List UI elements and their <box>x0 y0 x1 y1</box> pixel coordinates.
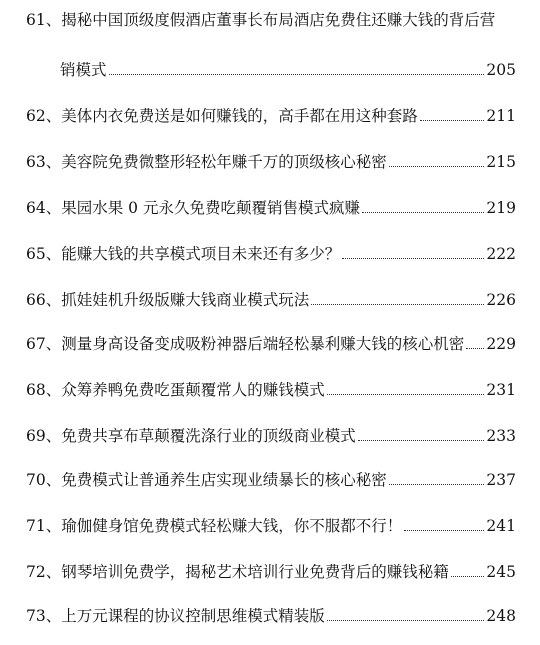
entry-title: 果园水果 0 元永久免费吃颠覆销售模式疯赚 <box>61 199 360 217</box>
entry-title-continued: 销模式 <box>60 61 107 79</box>
entry-number: 72、 <box>26 563 62 581</box>
entry-number: 63、 <box>26 153 62 171</box>
entry-title: 众筹养鸭免费吃蛋颠覆常人的赚钱模式 <box>61 381 325 399</box>
toc-entry-63[interactable] <box>26 152 516 172</box>
entry-page-number: 205 <box>486 61 516 79</box>
toc-entry-72[interactable] <box>26 562 516 582</box>
entry-number: 67、 <box>26 335 62 353</box>
entry-number: 65、 <box>26 245 62 263</box>
entry-title: 抓娃娃机升级版赚大钱商业模式玩法 <box>61 291 310 309</box>
entry-page-number: 215 <box>486 153 516 171</box>
entry-title: 免费共享布草颠覆洗涤行业的顶级商业模式 <box>61 427 356 445</box>
toc-entry-66[interactable] <box>26 290 516 310</box>
entry-number: 70、 <box>26 471 62 489</box>
entry-page-number: 231 <box>486 381 516 399</box>
entry-page-number: 219 <box>486 199 516 217</box>
entry-number: 64、 <box>26 199 62 217</box>
entry-title: 免费模式让普通养生店实现业绩暴长的核心秘密 <box>61 471 387 489</box>
toc-entry-61-line1[interactable] <box>26 10 516 30</box>
dot-leader <box>327 620 485 621</box>
entry-page-number: 211 <box>486 107 516 125</box>
entry-number: 69、 <box>26 427 62 445</box>
toc-entry-69[interactable] <box>26 426 516 446</box>
dot-leader <box>311 304 484 305</box>
entry-title: 上万元课程的协议控制思维模式精装版 <box>61 607 325 625</box>
toc-entry-71[interactable] <box>26 516 516 536</box>
entry-title: 揭秘中国顶级度假酒店董事长布局酒店免费住还赚大钱的背后营 <box>61 11 496 29</box>
entry-page-number: 248 <box>486 607 516 625</box>
toc-entry-64[interactable] <box>26 198 516 218</box>
entry-page-number: 226 <box>486 291 516 309</box>
entry-title: 测量身高设备变成吸粉神器后端轻松暴利赚大钱的核心机密 <box>61 335 465 353</box>
dot-leader <box>327 394 485 395</box>
toc-entry-68[interactable] <box>26 380 516 400</box>
toc-entry-70[interactable] <box>26 470 516 490</box>
entry-number: 61、 <box>26 11 62 29</box>
entry-page-number: 237 <box>486 471 516 489</box>
entry-number: 71、 <box>26 517 62 535</box>
entry-title: 能赚大钱的共享模式项目未来还有多少？ <box>61 245 341 263</box>
entry-page-number: 245 <box>486 563 516 581</box>
toc-entry-67[interactable] <box>26 334 516 354</box>
toc-entry-73[interactable] <box>26 606 516 626</box>
entry-title: 美体内衣免费送是如何赚钱的，高手都在用这种套路 <box>61 107 418 125</box>
dot-leader <box>420 120 485 121</box>
toc-entry-61-line2[interactable] <box>60 60 516 80</box>
entry-page-number: 222 <box>486 245 516 263</box>
entry-number: 62、 <box>26 107 62 125</box>
dot-leader <box>109 74 485 75</box>
dot-leader <box>389 484 485 485</box>
entry-page-number: 233 <box>486 427 516 445</box>
dot-leader <box>362 212 484 213</box>
entry-title: 美容院免费微整形轻松年赚千万的顶级核心秘密 <box>61 153 387 171</box>
entry-page-number: 229 <box>486 335 516 353</box>
dot-leader <box>358 440 485 441</box>
dot-leader <box>389 166 485 167</box>
dot-leader <box>466 348 484 349</box>
dot-leader <box>342 258 484 259</box>
toc-entry-62[interactable] <box>26 106 516 126</box>
toc-entry-65[interactable] <box>26 244 516 264</box>
entry-number: 73、 <box>26 607 62 625</box>
entry-title: 瑜伽健身馆免费模式轻松赚大钱，你不服都不行！ <box>61 517 403 535</box>
entry-page-number: 241 <box>486 517 516 535</box>
entry-title: 钢琴培训免费学，揭秘艺术培训行业免费背后的赚钱秘籍 <box>61 563 449 581</box>
entry-number: 68、 <box>26 381 62 399</box>
dot-leader <box>451 576 485 577</box>
entry-number: 66、 <box>26 291 62 309</box>
dot-leader <box>404 530 484 531</box>
